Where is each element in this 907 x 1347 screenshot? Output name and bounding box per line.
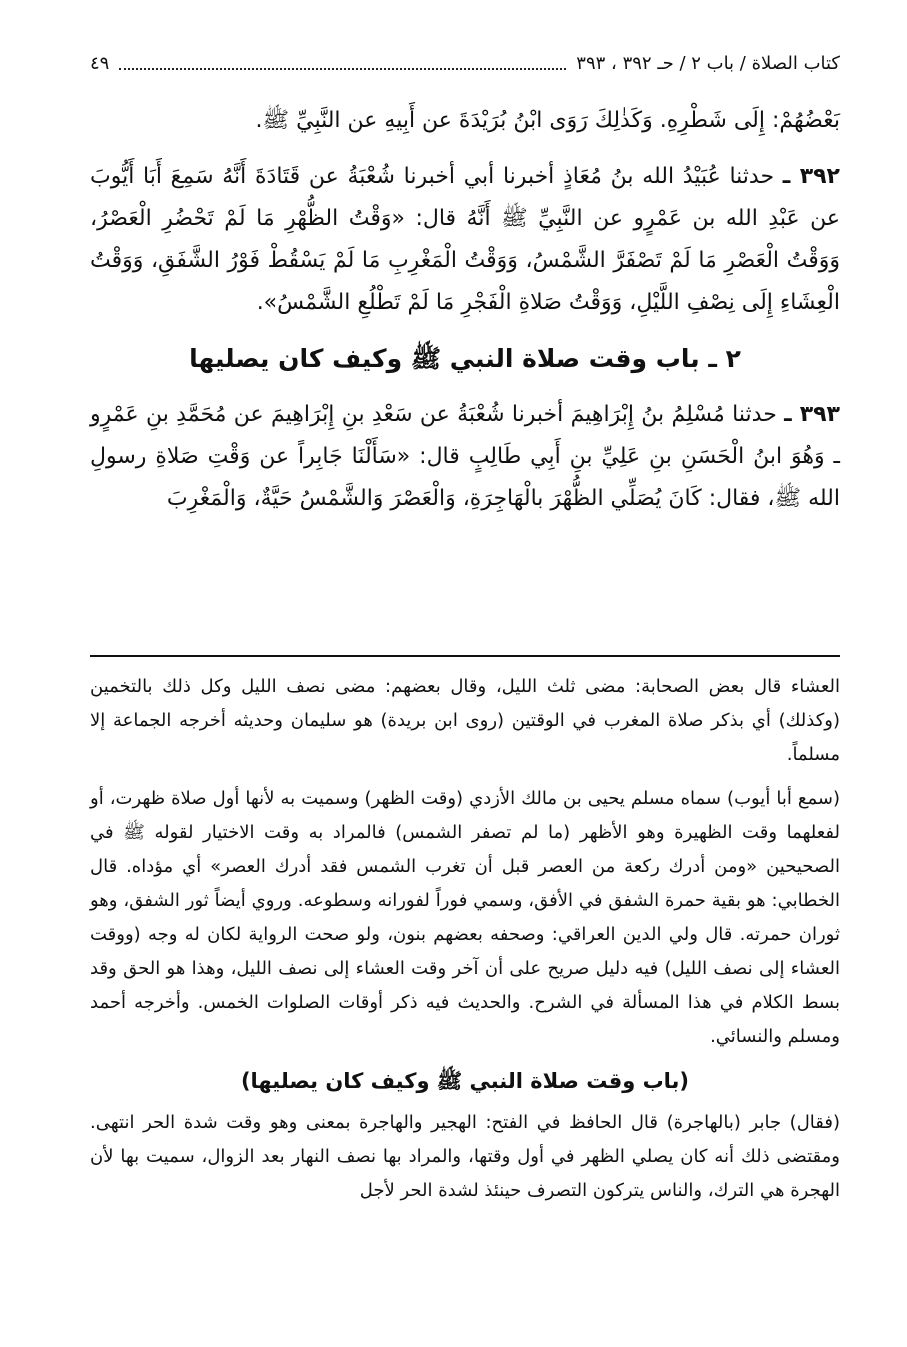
hadith-text: حدثنا عُبَيْدُ الله بنُ مُعَاذٍ أخبرنا أبي أخبرنا شُعْبَةُ عن قَتَادَةَ أَنَّهُ سَمِعَ أَبَا أَيُّوبَ عن عَبْدِ الله بن عَمْرٍو عن النَّبِيِّ ﷺ أَنَّهُ قال: «وَقْتُ الظُّهْرِ مَا لَمْ تَحْضُرِ الْعَصْرُ، وَوَقْتُ الْعَصْرِ مَا لَمْ تَصْفَرَّ الشَّمْسُ، وَوَقْتُ الْمَغْرِبِ مَا لَمْ يَسْقُطْ فَوْرُ الشَّفَقِ، وَوَقْتُ الْعِشَاءِ إِلَى نِصْفِ اللَّيْلِ، وَوَقْتُ صَلاةِ الْفَجْرِ مَا لَمْ تَطْلُعِ الشَّمْسُ».: [90, 164, 840, 315]
page-number: ٤٩: [90, 52, 110, 74]
hadith-text: حدثنا مُسْلِمُ بنُ إِبْرَاهِيمَ أخبرنا شُعْبَةُ عن سَعْدِ بنِ إِبْرَاهِيمَ عن مُحَمَّدِ بنِ عَمْرٍو ـ وَهُوَ ابنُ الْحَسَنِ بنِ عَلِيِّ بنِ أَبِي طَالِبٍ قال: «سَأَلْنَا جَابِراً عن وَقْتِ صَلاةِ رسولِ الله ﷺ، فقال: كَانَ يُصَلِّي الظُّهْرَ بالْهَاجِرَةِ، وَالْعَصْرَ وَالشَّمْسُ حَيَّةٌ، وَالْمَغْرِبَ: [90, 402, 840, 511]
leader-dots: [119, 56, 566, 70]
commentary-paragraph: العشاء قال بعض الصحابة: مضى ثلث الليل، وقال بعضهم: مضى نصف الليل وكل ذلك بالتخمين (وكذلك) أي بذكر صلاة المغرب في الوقتين (روى ابن بريدة) هو سليمان وحديثه أخرجه الجماعة إلا مسلماً.: [90, 676, 840, 765]
chapter-title: كتاب الصلاة / باب ٢ / حـ ٣٩٢ ، ٣٩٣: [576, 52, 840, 74]
commentary-paragraph: (سمع أبا أيوب) سماه مسلم يحيى بن مالك الأزدي (وقت الظهر) وسميت به لأنها أول صلاة ظهرت، أو لفعلهما وقت الظهيرة وهو الأظهر (ما لم تصفر الشمس) فالمراد به وقت الاختيار لقوله ﷺ في الصحيحين «ومن أدرك ركعة من العصر قبل أن تغرب الشمس فقد أدرك العصر» أي مؤداه. قال الخطابي: هو بقية حمرة الشفق في الأفق، وسمي فوراً لفورانه وسطوعه. وروي أيضاً ثور الشفق، وهو ثوران حمرته. قال ولي الدين العراقي: وصحفه بعضهم بنون، ولو صحت الرواية لكان له وجه (ووقت العشاء إلى نصف الليل) فيه دليل صريح على أن آخر وقت العشاء إلى نصف الليل، وهذا هو الحق وقد بسط الكلام في هذا المسألة في الشرح. والحديث فيه ذكر أوقات الصلوات الخمس. وأخرجه أحمد ومسلم والنسائي.: [90, 788, 840, 1047]
main-text: [90, 100, 840, 534]
paragraph-continuation: بَعْضُهُمْ: إِلَى شَطْرِهِ. وَكَذٰلِكَ رَوَى ابْنُ بُرَيْدَةَ عن أَبِيهِ عن النَّبِيِّ ﷺ.: [255, 108, 840, 133]
book-page: [90, 40, 840, 1310]
chapter-heading: ٢ ـ باب وقت صلاة النبي ﷺ وكيف كان يصليها: [189, 344, 741, 373]
running-header: [90, 48, 840, 78]
hadith-392: [90, 156, 840, 324]
commentary: [90, 670, 840, 1218]
commentary-heading: (باب وقت صلاة النبي ﷺ وكيف كان يصليها): [240, 1069, 690, 1093]
footnote-divider: [90, 655, 840, 657]
commentary-paragraph: (فقال) جابر (بالهاجرة) قال الحافظ في الفتح: الهجير والهاجرة بمعنى وهو وقت شدة الحر انتهى. ومقتضى ذلك أنه كان يصلي الظهر في أول وقتها، والمراد بها نصف النهار بعد الزوال، سميت بها لأن الهجرة هي الترك، والناس يتركون التصرف حينئذ لشدة الحر لأجل: [90, 1112, 840, 1201]
hadith-number: ٣٩٣ ـ: [784, 402, 840, 427]
hadith-393: [90, 394, 840, 520]
hadith-number: ٣٩٢ ـ: [782, 164, 840, 189]
